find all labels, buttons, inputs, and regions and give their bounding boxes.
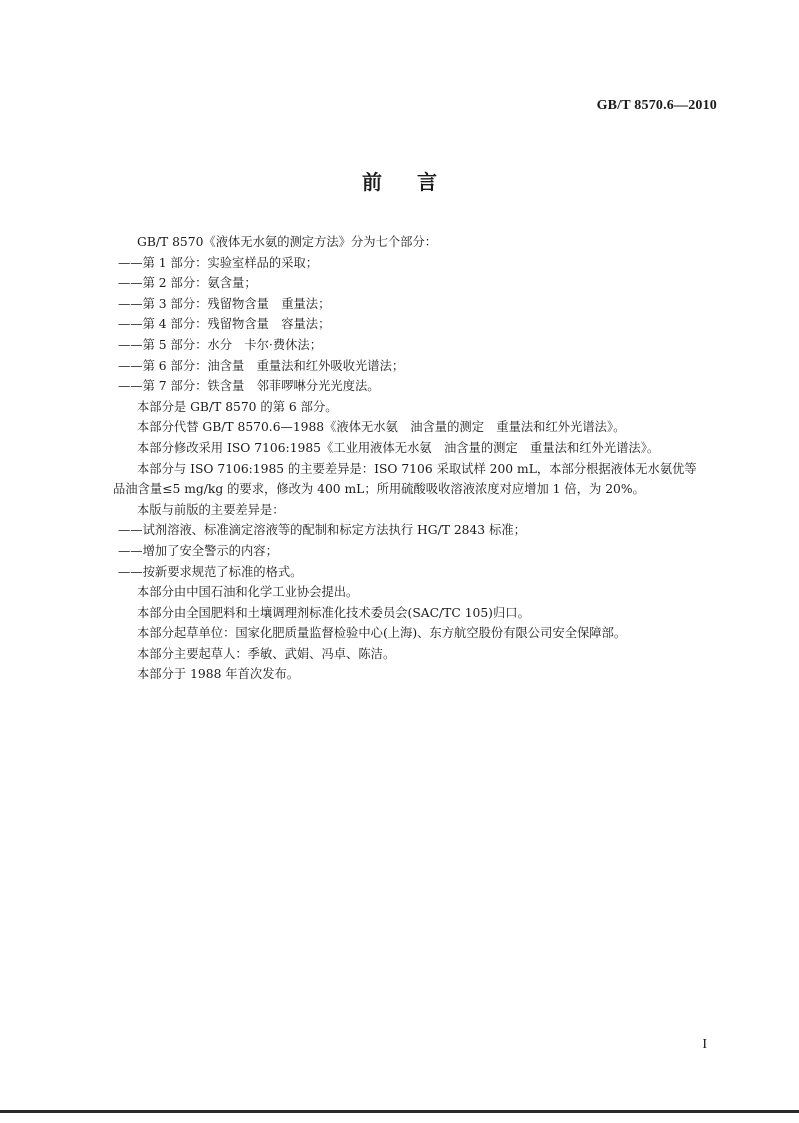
page-title: 前 言 <box>362 170 451 194</box>
paragraph-proposed-by: 本部分由中国石油和化学工业协会提出。 <box>137 585 359 600</box>
paragraph-iso-differences-cont: 品油含量≤5 mg/kg 的要求，修改为 400 mL；所用硫酸吸收溶液浓度对应增加 1 倍，为 20%。 <box>113 482 645 497</box>
paragraph-drafting-units: 本部分起草单位：国家化肥质量监督检验中心(上海)、东方航空股份有限公司安全保障部。 <box>137 626 627 641</box>
list-item-part-3: ——第 3 部分：残留物含量 重量法； <box>118 296 331 311</box>
bottom-rule <box>0 1110 799 1113</box>
paragraph-parts-intro: GB/T 8570《液体无水氨的测定方法》分为七个部分： <box>137 235 438 249</box>
list-item-part-2: ——第 2 部分：氨含量； <box>118 276 257 291</box>
paragraph-modified-adoption: 本部分修改采用 ISO 7106:1985《工业用液体无水氨 油含量的测定 重量法和红外光谱法》。 <box>137 440 660 455</box>
list-item-difference-3: ——按新要求规范了标准的格式。 <box>118 564 303 579</box>
list-item-part-6: ——第 6 部分：油含量 重量法和红外吸收光谱法； <box>118 358 405 373</box>
list-item-part-5: ——第 5 部分：水分 卡尔·费休法； <box>118 337 323 352</box>
list-item-difference-2: ——增加了安全警示的内容； <box>118 543 278 558</box>
paragraph-part-number: 本部分是 GB/T 8570 的第 6 部分。 <box>137 399 338 414</box>
paragraph-first-published: 本部分于 1988 年首次发布。 <box>137 667 300 682</box>
paragraph-version-differences: 本版与前版的主要差异是： <box>137 502 285 517</box>
list-item-difference-1: ——试剂溶液、标准滴定溶液等的配制和标定方法执行 HG/T 2843 标准； <box>118 523 526 538</box>
standard-code: GB/T 8570.6—2010 <box>596 98 717 113</box>
page-number: I <box>702 1037 707 1052</box>
list-item-part-4: ——第 4 部分：残留物含量 容量法； <box>118 317 331 332</box>
foreword-body <box>113 232 703 685</box>
list-item-part-7: ——第 7 部分：铁含量 邻菲啰啉分光光度法。 <box>118 379 380 394</box>
paragraph-drafters: 本部分主要起草人：季敏、武娟、冯卓、陈洁。 <box>137 646 396 661</box>
paragraph-centralized-by: 本部分由全国肥料和土壤调理剂标准化技术委员会(SAC/TC 105)归口。 <box>137 605 530 620</box>
list-item-part-1: ——第 1 部分：实验室样品的采取； <box>118 255 319 270</box>
paragraph-iso-differences: 本部分与 ISO 7106:1985 的主要差异是：ISO 7106 采取试样 200 mL，本部分根据液体无水氨优等 <box>137 461 697 476</box>
paragraph-replaces: 本部分代替 GB/T 8570.6—1988《液体无水氨 油含量的测定 重量法和红外光谱法》。 <box>137 420 626 435</box>
